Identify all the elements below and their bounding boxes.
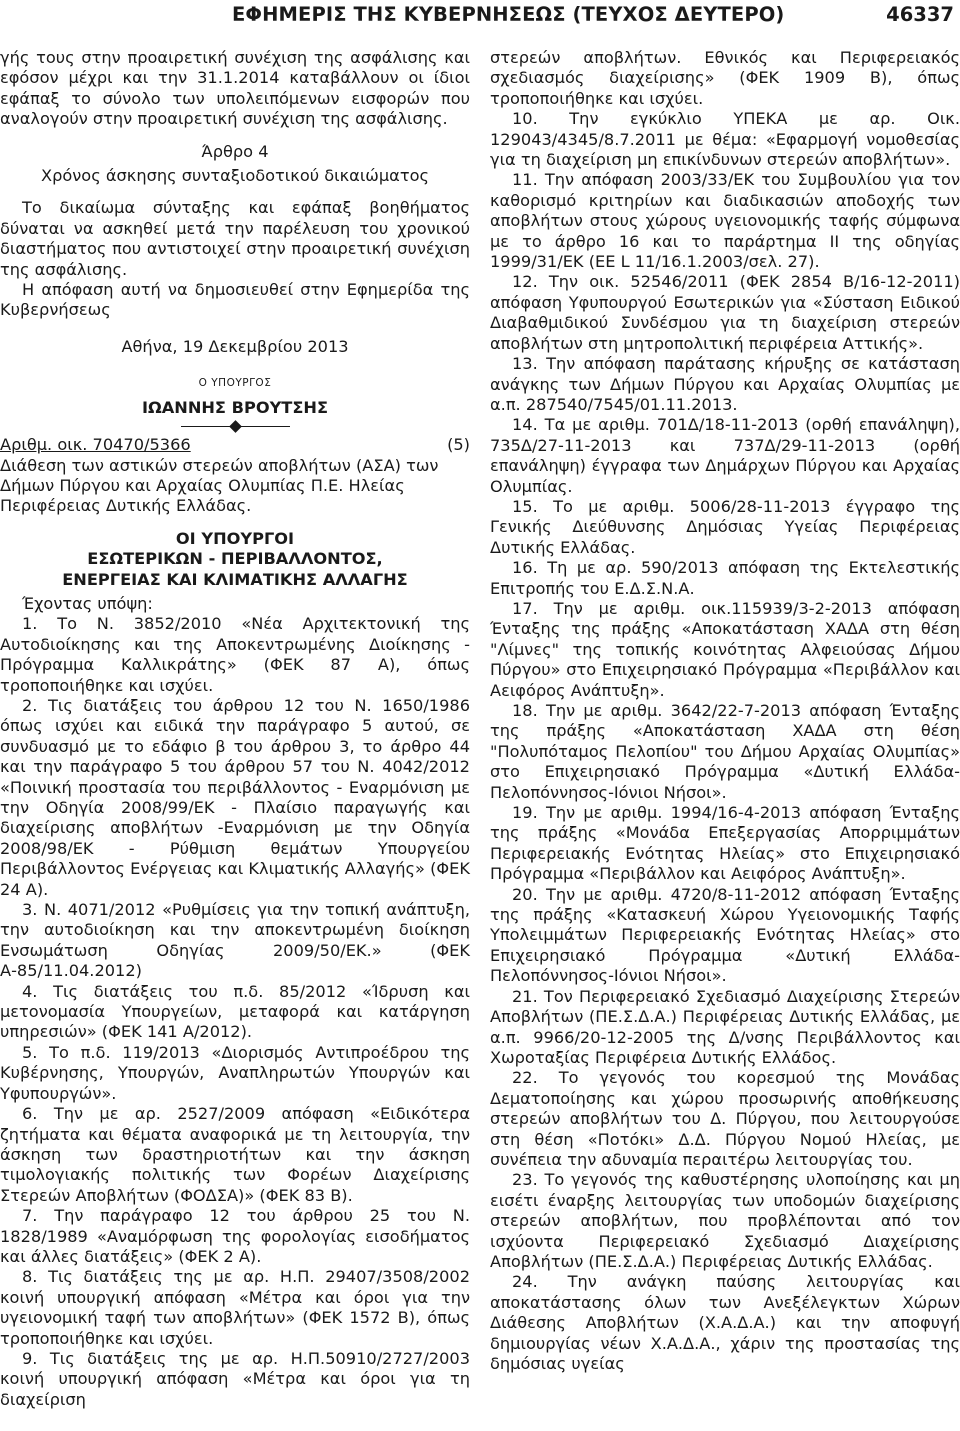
list-item: 10. Την εγκύκλιο ΥΠΕΚΑ με αρ. Οικ. 129043/4345/8.7.2011 με θέμα: «Εφαρμογή νομοθεσίας για τη διαχείριση μη επικίνδυνων στερεών αποβλήτων». — [490, 109, 960, 170]
list-item: 11. Την απόφαση 2003/33/ΕΚ του Συμβουλίου για τον καθορισμό κριτηρίων και διαδικασιών αποδοχής των αποβλήτων στους χώρους υγειονομικής ταφής σύμφωνα με το άρθρο 16 και το παράρτημα ΙΙ της οδηγίας 1999/31/ΕΚ (ΕΕ L 11/16.1.2003/σελ. 27). — [490, 170, 960, 272]
list-item: 3. Ν. 4071/2012 «Ρυθμίσεις για την τοπική ανάπτυξη, την αυτοδιοίκηση και την αποκεντρωμένη διοίκηση Ενσωμάτωση Οδηγίας 2009/50/ΕΚ.» (ΦΕΚ Α-85/11.04.2012) — [0, 900, 470, 981]
list-item: 13. Την απόφαση παράτασης κήρυξης σε κατάσταση ανάγκης των Δήμων Πύργου και Αρχαίας Ολυμπίας με α.π. 287540/7545/01.11.2013. — [490, 354, 960, 414]
list-item: 23. Το γεγονός της καθυστέρησης υλοποίησης και μη εισέτι έναρξης λειτουργίας των υποδομών διαχείρισης στερεών αποβλήτων, που προβλέπονται από τον ισχύοντα Περιφερειακό Σχεδιασμό Διαχείρισης Αποβλήτων (ΠΕ.Σ.Δ.Α.) Περιφέρειας Δυτικής Ελλάδας. — [490, 1170, 960, 1271]
page-number: 46337 — [886, 3, 954, 26]
list-item: 5. Το π.δ. 119/2013 «Διορισμός Αντιπροέδρου της Κυβέρνησης, Υπουργών, Αναπληρωτών Υπουργών και Υφυπουργών». — [0, 1042, 470, 1103]
page-header — [0, 0, 960, 40]
list-item: 16. Τη με αρ. 590/2013 απόφαση της Εκτελεστικής Επιτροπής του Ε.Δ.Σ.Ν.Α. — [490, 558, 960, 598]
list-item: 17. Την με αριθμ. οικ.115939/3-2-2013 απόφαση Ένταξης της πράξης «Αποκατάσταση ΧΑΔΑ στη θέση "Λίμνες" της τοπικής κοινότητας Αλφειούσας Δήμου Πύργου» στο Επιχειρησιακό Πρόγραμμα «Περιβάλλον και Αειφόρος Ανάπτυξη». — [490, 598, 960, 700]
considerations-list-left — [0, 614, 470, 1410]
list-item: στερεών αποβλήτων. Εθνικός και Περιφερειακός σχεδιασμός διαχείρισης» (ΦΕΚ 1909 Β), όπως τροποποιήθηκε και ισχύει. — [490, 48, 960, 108]
list-item: 14. Τα με αριθμ. 701Δ/18-11-2013 (ορθή επανάληψη), 735Δ/27-11-2013 και 737Δ/29-11-2013 (ορθή επανάληψη) έγγραφα των Δημάρχων Πύργου και Αρχαίας Ολυμπίας. — [490, 415, 960, 496]
list-item: 8. Τις διατάξεις της με αρ. Η.Π. 29407/3508/2002 κοινή υπουργική απόφαση «Μέτρα και όροι για την υγειονομική ταφή των αποβλήτων» (ΦΕΚ 1572 Β), όπως τροποποιήθηκε και ισχύει. — [0, 1267, 470, 1348]
ministers-heading: ΟΙ ΥΠΟΥΡΓΟΙ — [175, 528, 295, 548]
decision-index: (5) — [447, 435, 470, 455]
list-item: 2. Τις διατάξεις του άρθρου 12 του Ν. 1650/1986 όπως ισχύει και ειδικά την παράγραφο 5 αυτού, σε συνδυασμό με το εδάφιο β του άρθρου 3, το άρθρο 44 και την παράγραφο 5 του άρθρου 57 του Ν. 4042/2012 «Ποινική προστασία του περιβάλλοντος - Εναρμόνιση με την Οδηγία 2008/99/ΕΚ - Πλαίσιο παραγωγής και διαχείρισης αποβλήτων -Εναρμόνιση με την Οδηγία 2008/98/ΕΚ - Ρύθμιση θεμάτων Υπουργείου Περιβάλλοντος Ενέργειας και Κλιματικής Αλλαγής» (ΦΕΚ 24 Α). — [0, 695, 470, 899]
considering-label: Έχοντας υπόψη: — [22, 593, 153, 613]
decision-number: Αριθμ. οικ. 70470/5366 — [0, 435, 191, 455]
list-item: 19. Την με αριθμ. 1994/16-4-2013 απόφαση Ένταξης της πράξης «Μονάδα Επεξεργασίας Απορριμμάτων Περιφερειακής Ενότητας Ηλείας» στο Επιχειρησιακό Πρόγραμμα «Περιβάλλον και Αειφόρος Ανάπτυξη». — [490, 803, 960, 884]
list-item: 18. Την με αριθμ. 3642/22-7-2013 απόφαση Ένταξης της πράξης «Αποκατάσταση ΧΑΔΑ στη θέση "Πολυπόταμος Πελοπίου" του Δήμου Αρχαίας Ολυμπίας» στο Επιχειρησιακό Πρόγραμμα «Δυτική Ελλάδα-Πελοπόννησος-Ιόνιοι Νήσοι». — [490, 701, 960, 802]
list-item: 21. Τον Περιφερειακό Σχεδιασμό Διαχείρισης Στερεών Αποβλήτων (ΠΕ.Σ.Δ.Α.) Περιφέρειας Δυτικής Ελλάδας, με α.π. 9966/20-12-2005 της Δ/νσης Περιβάλλοντος και Χωροταξίας Περιφέρεια Δυτικής Ελλάδος. — [490, 986, 960, 1067]
list-item: 6. Την με αρ. 2527/2009 απόφαση «Ειδικότερα ζητήματα και θέματα αναφορικά με τη λειτουργία, την άσκηση των δραστηριοτήτων και την άσκηση τιμολογιακής πολιτικής των Φορέων Διαχείρισης Στερεών Αποβλήτων (ΦΟΔΣΑ)» (ΦΕΚ 83 Β). — [0, 1104, 470, 1205]
list-item: 24. Την ανάγκη παύσης λειτουργίας και αποκατάστασης όλων των Ανεξέλεγκτων Χώρων Διάθεσης Αποβλήτων (Χ.Α.Δ.Α.) και την αποφυγή δημιουργίας νέων Χ.Α.Δ.Α., χάριν της προστασίας της δημόσιας υγείας — [490, 1272, 960, 1373]
article-heading: Άρθρο 4 — [201, 141, 269, 161]
list-item: 12. Την οικ. 52546/2011 (ΦΕΚ 2854 Β/16-12-2011) απόφαση Υφυπουργού Εσωτερικών για «Σύσταση Ειδικού Διαβαθμιδικού Συνδέσμου για τη διαχείριση στερεών αποβλήτων στη μητροπολιτική περιφέρεια Αττικής». — [490, 272, 960, 353]
signer-name: ΙΩΑΝΝΗΣ ΒΡΟΥΤΣΗΣ — [141, 397, 329, 417]
left-column — [0, 48, 470, 1410]
list-item: 15. Το με αριθμ. 5006/28-11-2013 έγγραφο της Γενικής Διεύθυνσης Δημόσιας Υγείας Περιφέρειας Δυτικής Ελλάδας. — [490, 496, 960, 557]
list-item: 20. Την με αριθμ. 4720/8-11-2012 απόφαση Ένταξης της πράξης «Κατασκευή Χώρου Υγειονομικής Ταφής Υπολειμμάτων Περιφερειακής Ενότητας Ηλείας» στο Επιχειρησιακό Πρόγραμμα «Δυτική Ελλάδα-Πελοπόννησος-Ιόνιοι Νήσοι». — [490, 884, 960, 986]
diamond-icon — [229, 420, 242, 433]
place-date: Αθήνα, 19 Δεκεμβρίου 2013 — [121, 336, 349, 356]
ministries-heading: ΕΣΩΤΕΡΙΚΩΝ - ΠΕΡΙΒΑΛΛΟΝΤΟΣ, ΕΝΕΡΓΕΙΑΣ ΚΑΙ ΚΛΙΜΑΤΙΚΗΣ ΑΛΛΑΓΗΣ — [62, 549, 408, 589]
decision-title: Διάθεση των αστικών στερεών αποβλήτων (ΑΣΑ) των Δήμων Πύργου και Αρχαίας Ολυμπίας Π.Ε. Ηλείας Περιφέρειας Δυτικής Ελλάδας. — [0, 455, 439, 516]
publication-statement: Η απόφαση αυτή να δημοσιευθεί στην Εφημερίδα της Κυβερνήσεως — [0, 280, 470, 320]
article-subheading: Χρόνος άσκησης συνταξιοδοτικού δικαιώματος — [41, 166, 429, 186]
list-item: 4. Τις διατάξεις του π.δ. 85/2012 «Ίδρυση και μετονομασία Υπουργείων, μεταφορά και κατάργηση υπηρεσιών» (ΦΕΚ 141 Α/2012). — [0, 981, 470, 1042]
gazette-title: ΕΦΗΜΕΡΙΣ ΤΗΣ ΚΥΒΕΡΝΗΣΕΩΣ (ΤΕΥΧΟΣ ΔΕΥΤΕΡΟ) — [232, 3, 785, 26]
signer-role: Ο ΥΠΟΥΡΓΟΣ — [198, 377, 272, 390]
intro-paragraph: γής τους στην προαιρετική συνέχιση της ασφάλισης και εφόσον μέχρι και την 31.1.2014 καταβάλλουν οι ίδιοι εφάπαξ το σύνολο των υπολειπόμενων εισφορών που αναλογούν στην προαιρετική συνέχιση της ασφάλισης. — [0, 48, 470, 129]
list-item: 7. Την παράγραφο 12 του άρθρου 25 του Ν. 1828/1989 «Αναμόρφωση της φορολογίας εισοδήματος και άλλες διατάξεις» (ΦΕΚ 2 Α). — [0, 1206, 470, 1266]
article-body: Το δικαίωμα σύνταξης και εφάπαξ βοηθήματος δύναται να ασκηθεί μετά την παρέλευση του χρονικού διαστήματος που αντιστοιχεί στην προαιρετική συνέχιση της ασφάλισης. — [0, 198, 470, 279]
list-item: 22. Το γεγονός του κορεσμού της Μονάδας Δεματοποίησης και χώρου προσωρινής αποθήκευσης στερεών αποβλήτων του Δ. Πύργου, που λειτουργούσε στη θέση «Ποτόκι» Δ.Δ. Πύργου Νομού Ηλείας, με συνέπεια την αδυναμία περαιτέρω λειτουργίας του. — [490, 1068, 960, 1169]
list-item: 1. Το Ν. 3852/2010 «Νέα Αρχιτεκτονική της Αυτοδιοίκησης και της Αποκεντρωμένης Διοίκησης - Πρόγραμμα Καλλικράτης» (ΦΕΚ 87 Α), όπως τροποποιήθηκε και ισχύει. — [0, 614, 470, 695]
list-item: 9. Τις διατάξεις της με αρ. Η.Π.50910/2727/2003 κοινή υπουργική απόφαση «Μέτρα και όροι για τη διαχείριση — [0, 1348, 470, 1409]
decision-number-row — [0, 435, 470, 455]
right-column — [490, 48, 960, 1374]
section-separator — [0, 422, 470, 431]
